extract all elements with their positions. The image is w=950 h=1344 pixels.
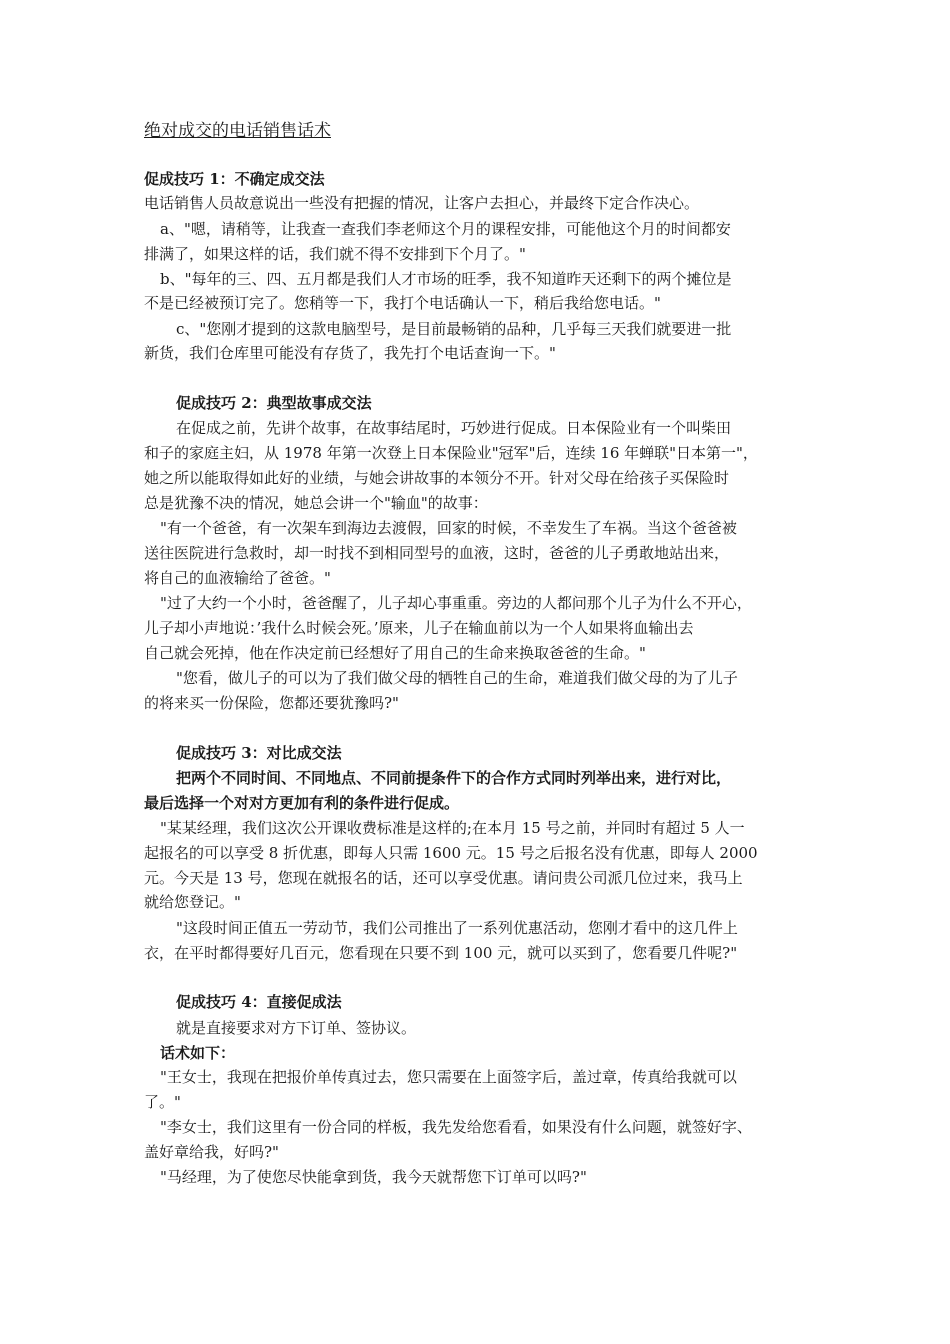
section-2-heading: 促成技巧 2：典型故事成交法 [176, 394, 372, 412]
section-1-heading: 促成技巧 1：不确定成交法 [144, 170, 325, 188]
paragraph-line: 元。今天是 13 号，您现在就报名的话，还可以享受优惠。请问贵公司派几位过来，我马上 [144, 869, 743, 887]
paragraph-line: 了。" [144, 1093, 181, 1111]
bold-paragraph-line: 最后选择一个对对方更加有利的条件进行促成。 [144, 794, 460, 812]
document-title: 绝对成交的电话销售话术 [144, 121, 331, 141]
paragraph-line: 在促成之前，先讲个故事，在故事结尾时，巧妙进行促成。日本保险业有一个叫柴田 [176, 419, 732, 437]
paragraph-line: 将自己的血液输给了爸爸。" [144, 569, 331, 587]
paragraph-line: 电话销售人员故意说出一些没有把握的情况，让客户去担心，并最终下定合作决心。 [144, 194, 700, 212]
paragraph-line: "马经理，为了使您尽快能拿到货，我今天就帮您下订单可以吗?" [160, 1168, 587, 1186]
paragraph-line: 起报名的可以享受 8 折优惠，即每人只需 1600 元。15 号之后报名没有优惠，即每人 2000 [144, 844, 758, 862]
paragraph-line: 自己就会死掉，他在作决定前已经想好了用自己的生命来换取爸爸的生命。" [144, 644, 646, 662]
bold-paragraph-line: 把两个不同时间、不同地点、不同前提条件下的合作方式同时列举出来，进行对比， [176, 769, 732, 787]
paragraph-line: 不是已经被预订完了。您稍等一下，我打个电话确认一下，稍后我给您电话。" [144, 294, 661, 312]
subheading: 话术如下： [160, 1044, 236, 1062]
paragraph-line: 总是犹豫不决的情况，她总会讲一个"输血"的故事： [144, 494, 488, 512]
paragraph-line: "王女士，我现在把报价单传真过去，您只需要在上面签字后，盖过章，传真给我就可以 [160, 1068, 737, 1086]
paragraph-line: 排满了，如果这样的话，我们就不得不安排到下个月了。" [144, 245, 526, 263]
paragraph-line: "某某经理，我们这次公开课收费标准是这样的;在本月 15 号之前，并同时有超过 5 人一 [160, 819, 745, 837]
paragraph-line: 盖好章给我，好吗?" [144, 1143, 279, 1161]
paragraph-line: "李女士，我们这里有一份合同的样板，我先发给您看看，如果没有什么问题，就签好字、 [160, 1118, 752, 1136]
paragraph-line: b、"每年的三、四、五月都是我们人才市场的旺季，我不知道昨天还剩下的两个摊位是 [160, 270, 732, 288]
section-3-heading: 促成技巧 3：对比成交法 [176, 744, 342, 762]
section-4-heading: 促成技巧 4：直接促成法 [176, 993, 342, 1011]
paragraph-line: 就给您登记。" [144, 893, 241, 911]
paragraph-line: "有一个爸爸，有一次架车到海边去渡假，回家的时候，不幸发生了车祸。当这个爸爸被 [160, 519, 737, 537]
paragraph-line: "过了大约一个小时，爸爸醒了，儿子却心事重重。旁边的人都问那个儿子为什么不开心， [160, 594, 752, 612]
paragraph-line: c、"您刚才提到的这款电脑型号，是目前最畅销的品种，几乎每三天我们就要进一批 [176, 320, 732, 338]
paragraph-line: "您看，做儿子的可以为了我们做父母的牺牲自己的生命，难道我们做父母的为了儿子 [176, 669, 738, 687]
paragraph-line: 衣，在平时都得要好几百元，您看现在只要不到 100 元，就可以买到了，您看要几件呢?" [144, 944, 738, 962]
paragraph-line: 的将来买一份保险，您都还要犹豫吗?" [144, 694, 399, 712]
paragraph-line: a、"嗯，请稍等，让我查一查我们李老师这个月的课程安排，可能他这个月的时间都安 [160, 220, 731, 238]
paragraph-line: 新货，我们仓库里可能没有存货了，我先打个电话查询一下。" [144, 344, 556, 362]
paragraph-line: 和子的家庭主妇，从 1978 年第一次登上日本保险业"冠军"后，连续 16 年蝉联"日本第一"， [144, 444, 758, 462]
paragraph-line: 就是直接要求对方下订单、签协议。 [176, 1019, 417, 1037]
paragraph-line: "这段时间正值五一劳动节，我们公司推出了一系列优惠活动，您刚才看中的这几件上 [176, 919, 738, 937]
paragraph-line: 送往医院进行急救时，却一时找不到相同型号的血液，这时，爸爸的儿子勇敢地站出来， [144, 544, 730, 562]
paragraph-line: 儿子却小声地说：’我什么时候会死。’原来，儿子在输血前以为一个人如果将血输出去 [144, 619, 694, 637]
paragraph-line: 她之所以能取得如此好的业绩，与她会讲故事的本领分不开。针对父母在给孩子买保险时 [144, 469, 730, 487]
